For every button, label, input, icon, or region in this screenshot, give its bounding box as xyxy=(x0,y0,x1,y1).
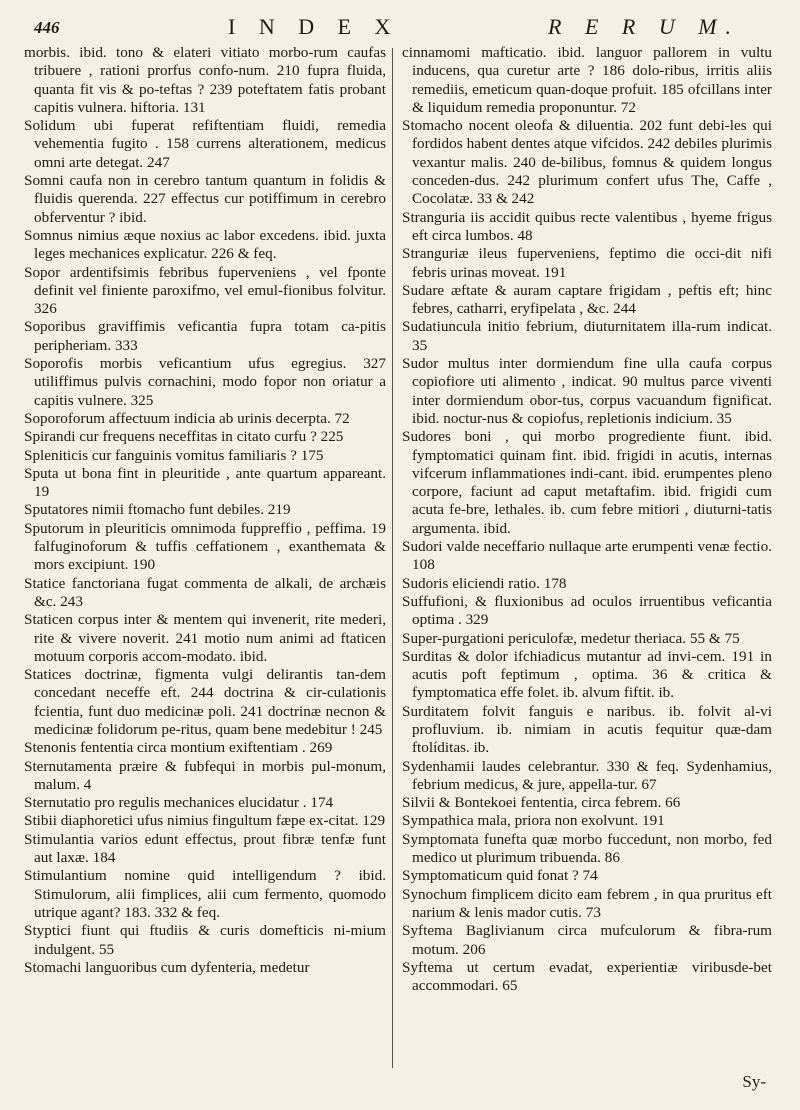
index-entry: Stimulantium nomine quid intelligendum ? ibid. Stimulorum, alii fimplices, alii cum fermento, quomodo utrique agant? 183. 332 & feq. xyxy=(24,867,386,921)
index-entry: Stenonis fententia circa montium exiftentiam . 269 xyxy=(24,739,333,757)
index-entry: Suffufioni, & fluxionibus ad oculos irruentibus veficantia optima . 329 xyxy=(402,592,772,629)
index-entry: Stranguriæ ileus fuperveniens, feptimo die occi-dit nifi febris urinas moveat. 191 xyxy=(402,245,772,281)
index-entry: Stibii diaphoretici ufus nimius fingultum fæpe ex-citat. 129 xyxy=(24,812,386,830)
index-entry: Silvii & Bontekoei fententia, circa febrem. 66 xyxy=(402,794,681,812)
index-entry: Sputorum in pleuriticis omnimoda fuppreffio , peffima. 19 falfuginoforum & tuffis ceffationem , exanthemata & mors excipiunt. 190 xyxy=(24,519,386,574)
index-column-right xyxy=(402,44,772,995)
index-entry: morbis. ibid. tono & elateri vitiato morbo-rum caufas tribuere , rationi prorfus confo-num. 210 fupra fluida, quanta fit vis & po-teftas ? 239 poteftatem fatis probant capitis vulnera. hiftoria. 131 xyxy=(24,44,386,116)
index-entry: Sternutamenta præire & fubfequi in morbis pul-monum, malum. 4 xyxy=(24,757,386,793)
index-column-left xyxy=(24,44,386,977)
index-entry: Sputatores nimii ftomacho funt debiles. 219 xyxy=(24,501,291,519)
page-number: 446 xyxy=(34,18,60,37)
index-entry: Spirandi cur frequens neceffitas in citato curfu ? 225 xyxy=(24,428,344,446)
index-entry: Stranguria iis accidit quibus recte valentibus , hyeme frigus eft circa lumbos. 48 xyxy=(402,208,772,244)
index-entry: Syftema Baglivianum circa mufculorum & fibra-rum motum. 206 xyxy=(402,922,772,958)
index-entry: Stomachi languoribus cum dyfenteria, medetur xyxy=(24,958,310,976)
index-entry: Stimulantia varios edunt effectus, prout fibræ tenfæ funt aut laxæ. 184 xyxy=(24,830,386,867)
header-title-right: R E R U M. xyxy=(548,14,741,39)
index-entry: Synochum fimplicem dicito eam febrem , in qua pruritus eft narium & lenis mador cutis. 73 xyxy=(402,885,772,921)
index-entry: Staticen corpus inter & mentem qui invenerit, rite mederi, rite & vivere noverit. 241 motio num animi ad ftaticen motuum corporis accom-modato. ibid. xyxy=(24,611,386,665)
index-entry: Styptici fiunt qui ftudiis & curis domefticis ni-mium indulgent. 55 xyxy=(24,922,386,958)
index-entry: Sudare æftate & auram captare frigidam , peftis eft; hinc febres, catharri, eryfipelata , &c. 244 xyxy=(402,281,772,318)
index-entry: Statice fanctoriana fugat commenta de alkali, de archæis &c. 243 xyxy=(24,574,386,610)
index-entry: Sympathica mala, priora non exolvunt. 191 xyxy=(402,812,665,830)
index-entry: Sopor ardentifsimis febribus fuperveniens , vel fponte definit vel finiente paroxifmo, vel emul-fionibus folvitur. 326 xyxy=(24,263,386,318)
index-entry: Stomacho nocent oleofa & diluentia. 202 funt debi-les qui fordidos habent dentes atque vifcidos. 242 debiles plurimis vexantur malis. 240 de-bilibus, fomnus & quidem longus conceden-dus. 242 plurimum confert ufus The, Caffe , Cocolatæ. 33 & 242 xyxy=(402,117,772,208)
index-entry: Solidum ubi fuperat refiftentiam fluidi, remedia vehementia fugito . 158 currens alterationem, medicus omni arte detegat. 247 xyxy=(24,117,386,171)
index-entry: Sudor multus inter dormiendum fine ulla caufa corpus copiofiore uti alimento , indicat. 90 multus parce viventi inter dormiendum obor-tus, corpus vacuandum fignificat. ibid. noctur-nus & copiofus, repletionis indicium. 35 xyxy=(402,355,772,427)
index-entry: Sternutatio pro regulis mechanices elucidatur . 174 xyxy=(24,794,334,812)
index-entry: Sudoris eliciendi ratio. 178 xyxy=(402,574,567,592)
index-entry: Symptomata funefta quæ morbo fuccedunt, non morbo, fed medico ut plurimum tribuenda. 86 xyxy=(402,830,772,867)
index-entry: Sudori valde neceffario nullaque arte erumpenti venæ fectio. 108 xyxy=(402,538,772,574)
index-entry: Somni caufa non in cerebro tantum quantum in folidis & fluidis querenda. 227 effectus cur potiffimum in cerebro obferventur ? ibid. xyxy=(24,172,386,226)
index-entry: Sydenhamii laudes celebrantur. 330 & feq. Sydenhamius, febrium medicus, & jure, appella-tur. 67 xyxy=(402,757,772,793)
index-entry: Soporofis morbis veficantium ufus egregius. 327 utiliffimus pulvis cornachini, modo fopor non oriatur a capitis vulnere. 325 xyxy=(24,355,386,409)
index-entry: Somnus nimius æque noxius ac labor excedens. ibid. juxta leges mechanices explicatur. 226 & feq. xyxy=(24,226,386,263)
index-entry: Soporibus graviffimis veficantia fupra totam ca-pitis peripheriam. 333 xyxy=(24,318,386,354)
index-entry: Sudatiuncula initio febrium, diuturnitatem illa-rum indicat. 35 xyxy=(402,318,772,354)
header-title-left: I N D E X xyxy=(228,14,400,39)
index-entry: Soporoforum affectuum indicia ab urinis decerpta. 72 xyxy=(24,409,350,427)
index-entry: Spleniticis cur fanguinis vomitus familiaris ? 175 xyxy=(24,446,324,464)
index-entry: Surditatem folvit fanguis e naribus. ib. folvit al-vi profluvium. ib. nimiam in acutis fequitur quæ-dam ftolíditas. ib. xyxy=(402,702,772,757)
index-entry: Sputa ut bona fint in pleuritide , ante quartum appareant. 19 xyxy=(24,464,386,501)
index-entry: Symptomaticum quid fonat ? 74 xyxy=(402,867,598,885)
index-entry: Syftema ut certum evadat, experientiæ viribusde-bet accommodari. 65 xyxy=(402,958,772,995)
index-entry: Statices doctrinæ, figmenta vulgi delirantis tan-dem concedant neceffe eft. 244 doctrina & cir-culationis fcientia, funt duo medicinæ poli. 241 doctrinæ necnon & medicinæ folidorum pe-ritus, quam bene medebitur ! 245 xyxy=(24,666,386,738)
index-entry: cinnamomi mafticatio. ibid. languor pallorem in vultu inducens, qua curetur arte ? 186 dolo-ribus, irritis aliis remediis, emeticum quan-doque profuit. 185 ofcillans inter & liquidum remedia proponuntur. 72 xyxy=(402,44,772,116)
index-entry: Super-purgationi periculofæ, medetur theriaca. 55 & 75 xyxy=(402,629,740,647)
column-divider xyxy=(392,48,393,1068)
index-entry: Surditas & dolor ifchiadicus mutantur ad invi-cem. 191 in acutis poft feptimum , optima. 36 & critica & fymptomatica effe folet. ib. alvum fiftit. ib. xyxy=(402,647,772,702)
index-entry: Sudores boni , qui morbo progrediente fiunt. ibid. fymptomatici quinam fint. ibid. frigidi in acutis, internas vifcerum inflammationes indi-cant. ibid. erumpentes pleno corpore, faciunt ad caput metaftafim. ibid. frigidi cum acuta fe-bre, lethales. ib. cum febre mitiori , diuturni-tatis argumenta. ibid. xyxy=(402,428,772,537)
catchword: Sy- xyxy=(742,1072,766,1091)
running-header xyxy=(28,10,780,44)
